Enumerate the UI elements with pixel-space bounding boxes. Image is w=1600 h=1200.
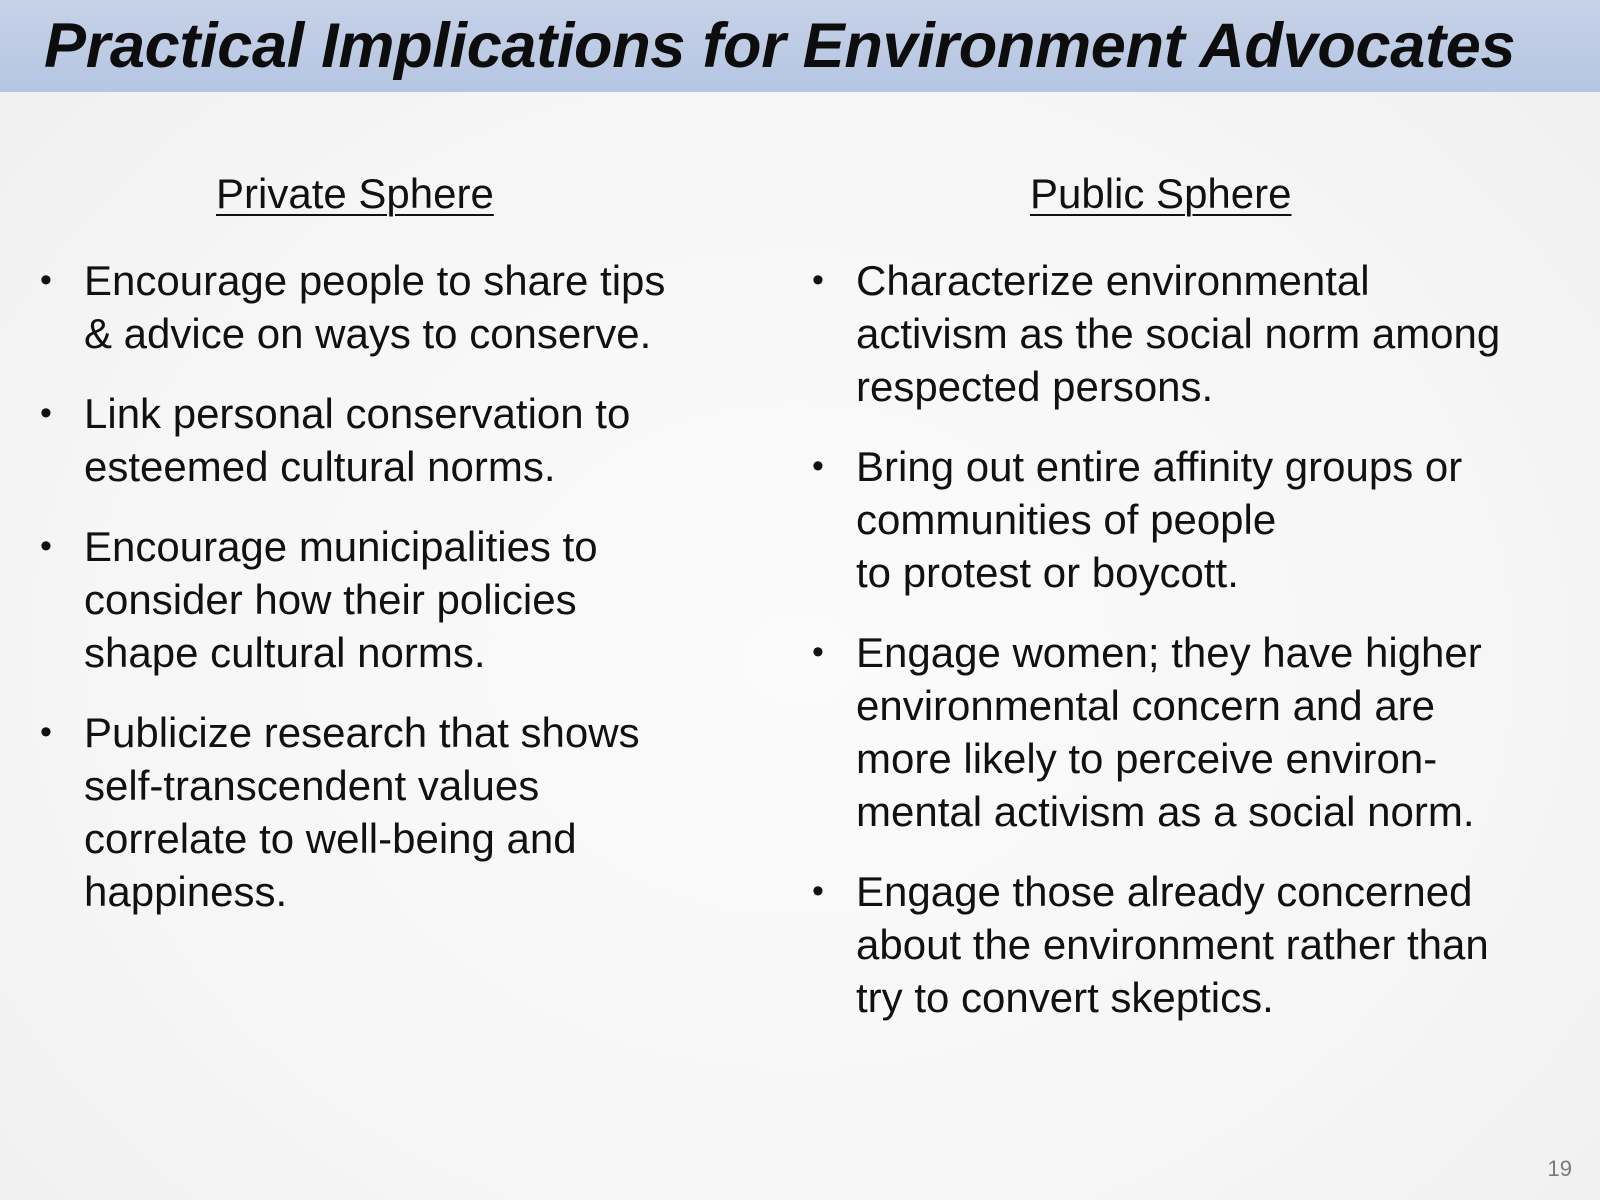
page-number: 19 [1547,1156,1572,1181]
slide-title: Practical Implications for Environment Advocates [44,11,1516,81]
list-item: • Engage those already concerned about the environment rather than try to convert skeptics. [812,865,1500,1024]
public-sphere-list [812,254,1500,1051]
list-item: • Link personal conservation to esteemed cultural norms. [40,387,665,493]
list-item: • Characterize environmental activism as the social norm among respected persons. [812,254,1500,413]
public-sphere-heading: Public Sphere [1030,170,1292,217]
private-sphere-list [40,254,665,945]
list-item: • Publicize research that shows self-transcendent values correlate to well-being and happiness. [40,706,665,918]
title-bar [0,0,1600,92]
list-item: • Encourage people to share tips & advice on ways to conserve. [40,254,665,360]
list-item: • Bring out entire affinity groups or communities of people to protest or boycott. [812,440,1500,599]
list-item: • Engage women; they have higher environmental concern and are more likely to perceive environ- mental activism as a social norm. [812,626,1500,838]
list-item: • Encourage municipalities to consider how their policies shape cultural norms. [40,520,665,679]
private-sphere-heading: Private Sphere [216,170,494,217]
